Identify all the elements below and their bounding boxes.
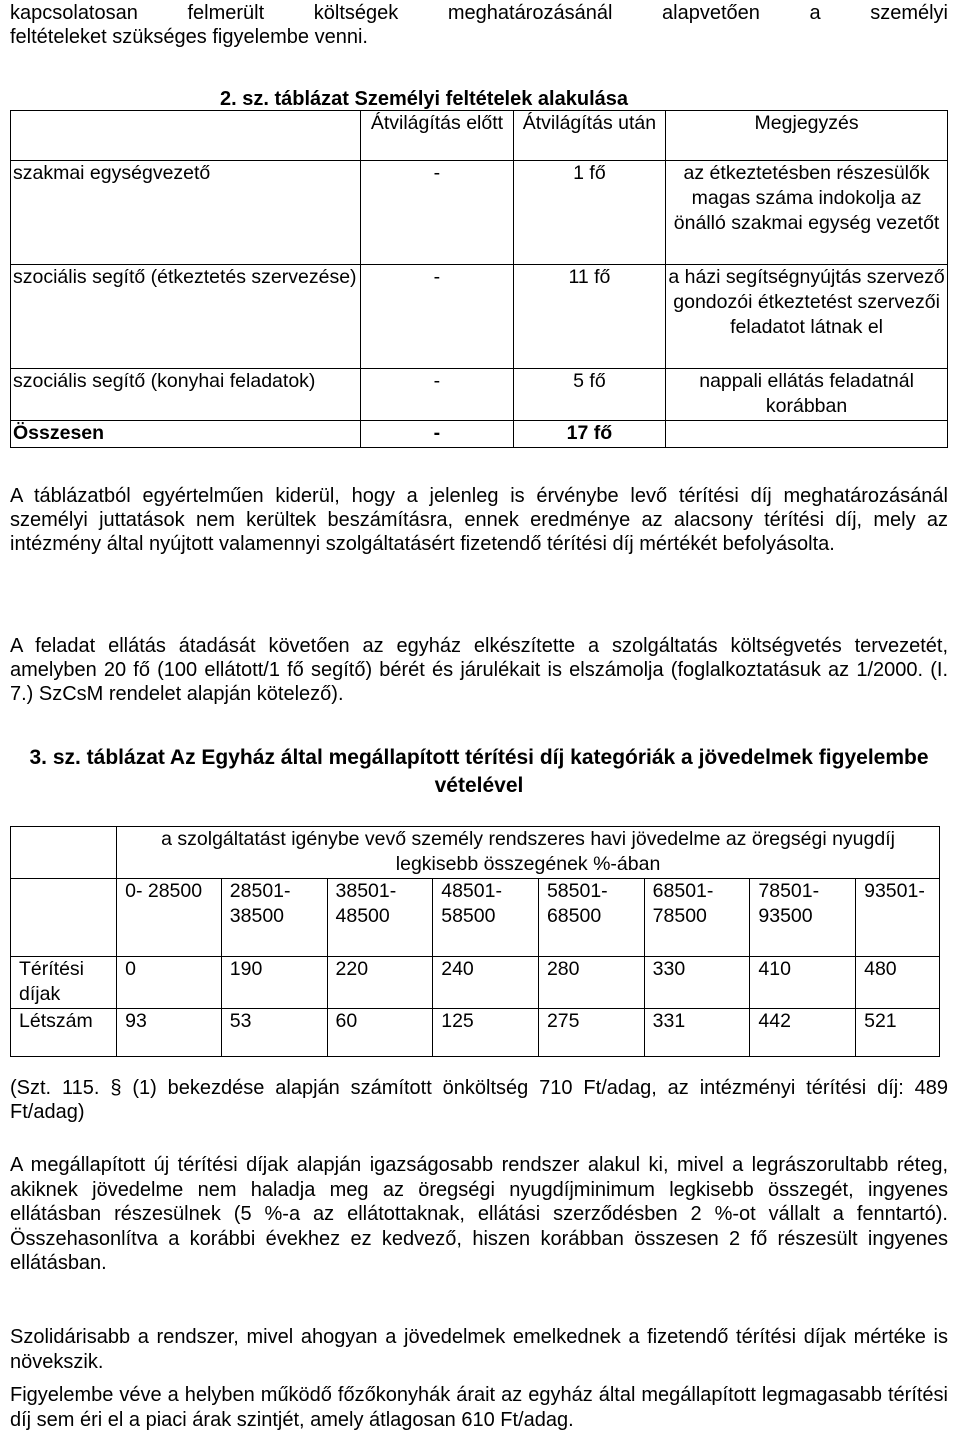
row-after: 17 fő: [513, 421, 665, 448]
row-after: 11 fő: [513, 265, 665, 369]
table3-ranges-row: [11, 879, 940, 957]
range-cell: 93501-: [856, 879, 940, 957]
table2-header-row: [11, 111, 948, 161]
row-note: nappali ellátás feladatnál korábban: [666, 369, 948, 421]
table3-empty-cell: [11, 879, 117, 957]
value-cell: 125: [433, 1009, 539, 1057]
row-label: Összesen: [11, 421, 361, 448]
row-before: -: [361, 421, 513, 448]
table-row: [11, 957, 940, 1009]
range-cell: 0- 28500: [117, 879, 222, 957]
table3-corner-cell: [11, 827, 117, 879]
table3-header-row: [11, 827, 940, 879]
range-cell: 58501- 68500: [538, 879, 644, 957]
cost-note: (Szt. 115. § (1) bekezdése alapján számított önköltség 710 Ft/adag, az intézményi térítési díj: 489 Ft/adag): [10, 1077, 948, 1123]
value-cell: 330: [644, 957, 750, 1009]
row-label: szociális segítő (konyhai feladatok): [11, 369, 361, 421]
intro-text: [10, 2, 948, 49]
value-cell: 60: [327, 1009, 433, 1057]
value-cell: 442: [750, 1009, 856, 1057]
range-cell: 48501- 58500: [433, 879, 539, 957]
value-cell: 280: [538, 957, 644, 1009]
row-after: 5 fő: [513, 369, 665, 421]
value-cell: 93: [117, 1009, 222, 1057]
row-note: az étkeztetésben részesülők magas száma indokolja az önálló szakmai egység vezetőt: [666, 161, 948, 265]
paragraph-5: Figyelembe véve a helyben működő főzőkonyhák árait az egyház által megállapított legmagasabb térítési díj sem éri el a piaci árak szintjét, amely átlagosan 610 Ft/adag.: [10, 1384, 948, 1431]
paragraph-2: A feladat ellátás átadását követően az egyház elkészítette a szolgáltatás költségvetés tervezetét, amelyben 20 fő (100 ellátott/1 fő segítő) bérét és járulékait is elszámolja (foglalkoztatásuk az 1/2000. (I. 7.) SzCsM rendelet alapján kötelező).: [10, 635, 948, 705]
intro-line-1: kapcsolatosan felmerült költségek meghatározásánál alapvetően a személyi: [10, 2, 948, 24]
table2-header-cell: Megjegyzés: [666, 111, 948, 161]
paragraph-3: A megállapított új térítési díjak alapján igazságosabb rendszer alakul ki, mivel a legrászorultabb réteg, akiknek jövedelme nem haladja meg az öregségi nyugdíjminimum legkisebb összegét, ingyenes ellátásban részesülnek (5 %-a az ellátottaknak, ellátási szerződésben 2 %-ot vállalt a fenntartó). Összehasonlítva a korábbi évekhez ez kedvező, hiszen korábban összesen 2 fő részesült ingyenes ellátásban.: [10, 1154, 948, 1275]
value-cell: 220: [327, 957, 433, 1009]
value-cell: 190: [221, 957, 327, 1009]
table3-title: 3. sz. táblázat Az Egyház által megállapított térítési díj kategóriák a jövedelmek figyelembe vételével: [29, 746, 929, 797]
range-cell: 68501- 78500: [644, 879, 750, 957]
paragraph-1: A táblázatból egyértelműen kiderül, hogy a jelenleg is érvénybe levő térítési díj meghatározásánál személyi juttatások nem kerültek beszámításra, ennek eredménye az alacsony térítési díj, mely az intézmény által nyújtott valamennyi szolgáltatásért fizetendő térítési díj mértékét befolyásolta.: [10, 485, 948, 555]
table3: [10, 826, 940, 1057]
table-row: [11, 369, 948, 421]
range-cell: 38501- 48500: [327, 879, 433, 957]
table2-header-cell: [11, 111, 361, 161]
row-label: Létszám: [11, 1009, 117, 1057]
row-before: -: [361, 369, 513, 421]
table2-title: 2. sz. táblázat Személyi feltételek alakulása: [220, 88, 628, 110]
table-row: [11, 1009, 940, 1057]
table2-header-cell: Átvilágítás előtt: [361, 111, 513, 161]
table3-header-cell: a szolgáltatást igénybe vevő személy rendszeres havi jövedelme az öregségi nyugdíj legkisebb összegének %-ában: [117, 827, 940, 879]
row-label: szakmai egységvezető: [11, 161, 361, 265]
table-row: [11, 265, 948, 369]
row-after: 1 fő: [513, 161, 665, 265]
table-row: [11, 421, 948, 448]
row-note: [666, 421, 948, 448]
value-cell: 521: [856, 1009, 940, 1057]
range-cell: 78501- 93500: [750, 879, 856, 957]
paragraph-4: Szolidárisabb a rendszer, mivel ahogyan a jövedelmek emelkednek a fizetendő térítési díjak mértéke is növekszik.: [10, 1326, 948, 1373]
value-cell: 0: [117, 957, 222, 1009]
row-before: -: [361, 265, 513, 369]
table-row: [11, 161, 948, 265]
row-label: Térítési díjak: [11, 957, 117, 1009]
table2: [10, 110, 948, 448]
value-cell: 331: [644, 1009, 750, 1057]
row-label: szociális segítő (étkeztetés szervezése): [11, 265, 361, 369]
value-cell: 53: [221, 1009, 327, 1057]
table2-header-cell: Átvilágítás után: [513, 111, 665, 161]
intro-line-2: feltételeket szükséges figyelembe venni.: [10, 25, 368, 48]
range-cell: 28501- 38500: [221, 879, 327, 957]
row-note: a házi segítségnyújtás szervező gondozói étkeztetést szervezői feladatot látnak el: [666, 265, 948, 369]
value-cell: 410: [750, 957, 856, 1009]
value-cell: 275: [538, 1009, 644, 1057]
row-before: -: [361, 161, 513, 265]
value-cell: 480: [856, 957, 940, 1009]
value-cell: 240: [433, 957, 539, 1009]
